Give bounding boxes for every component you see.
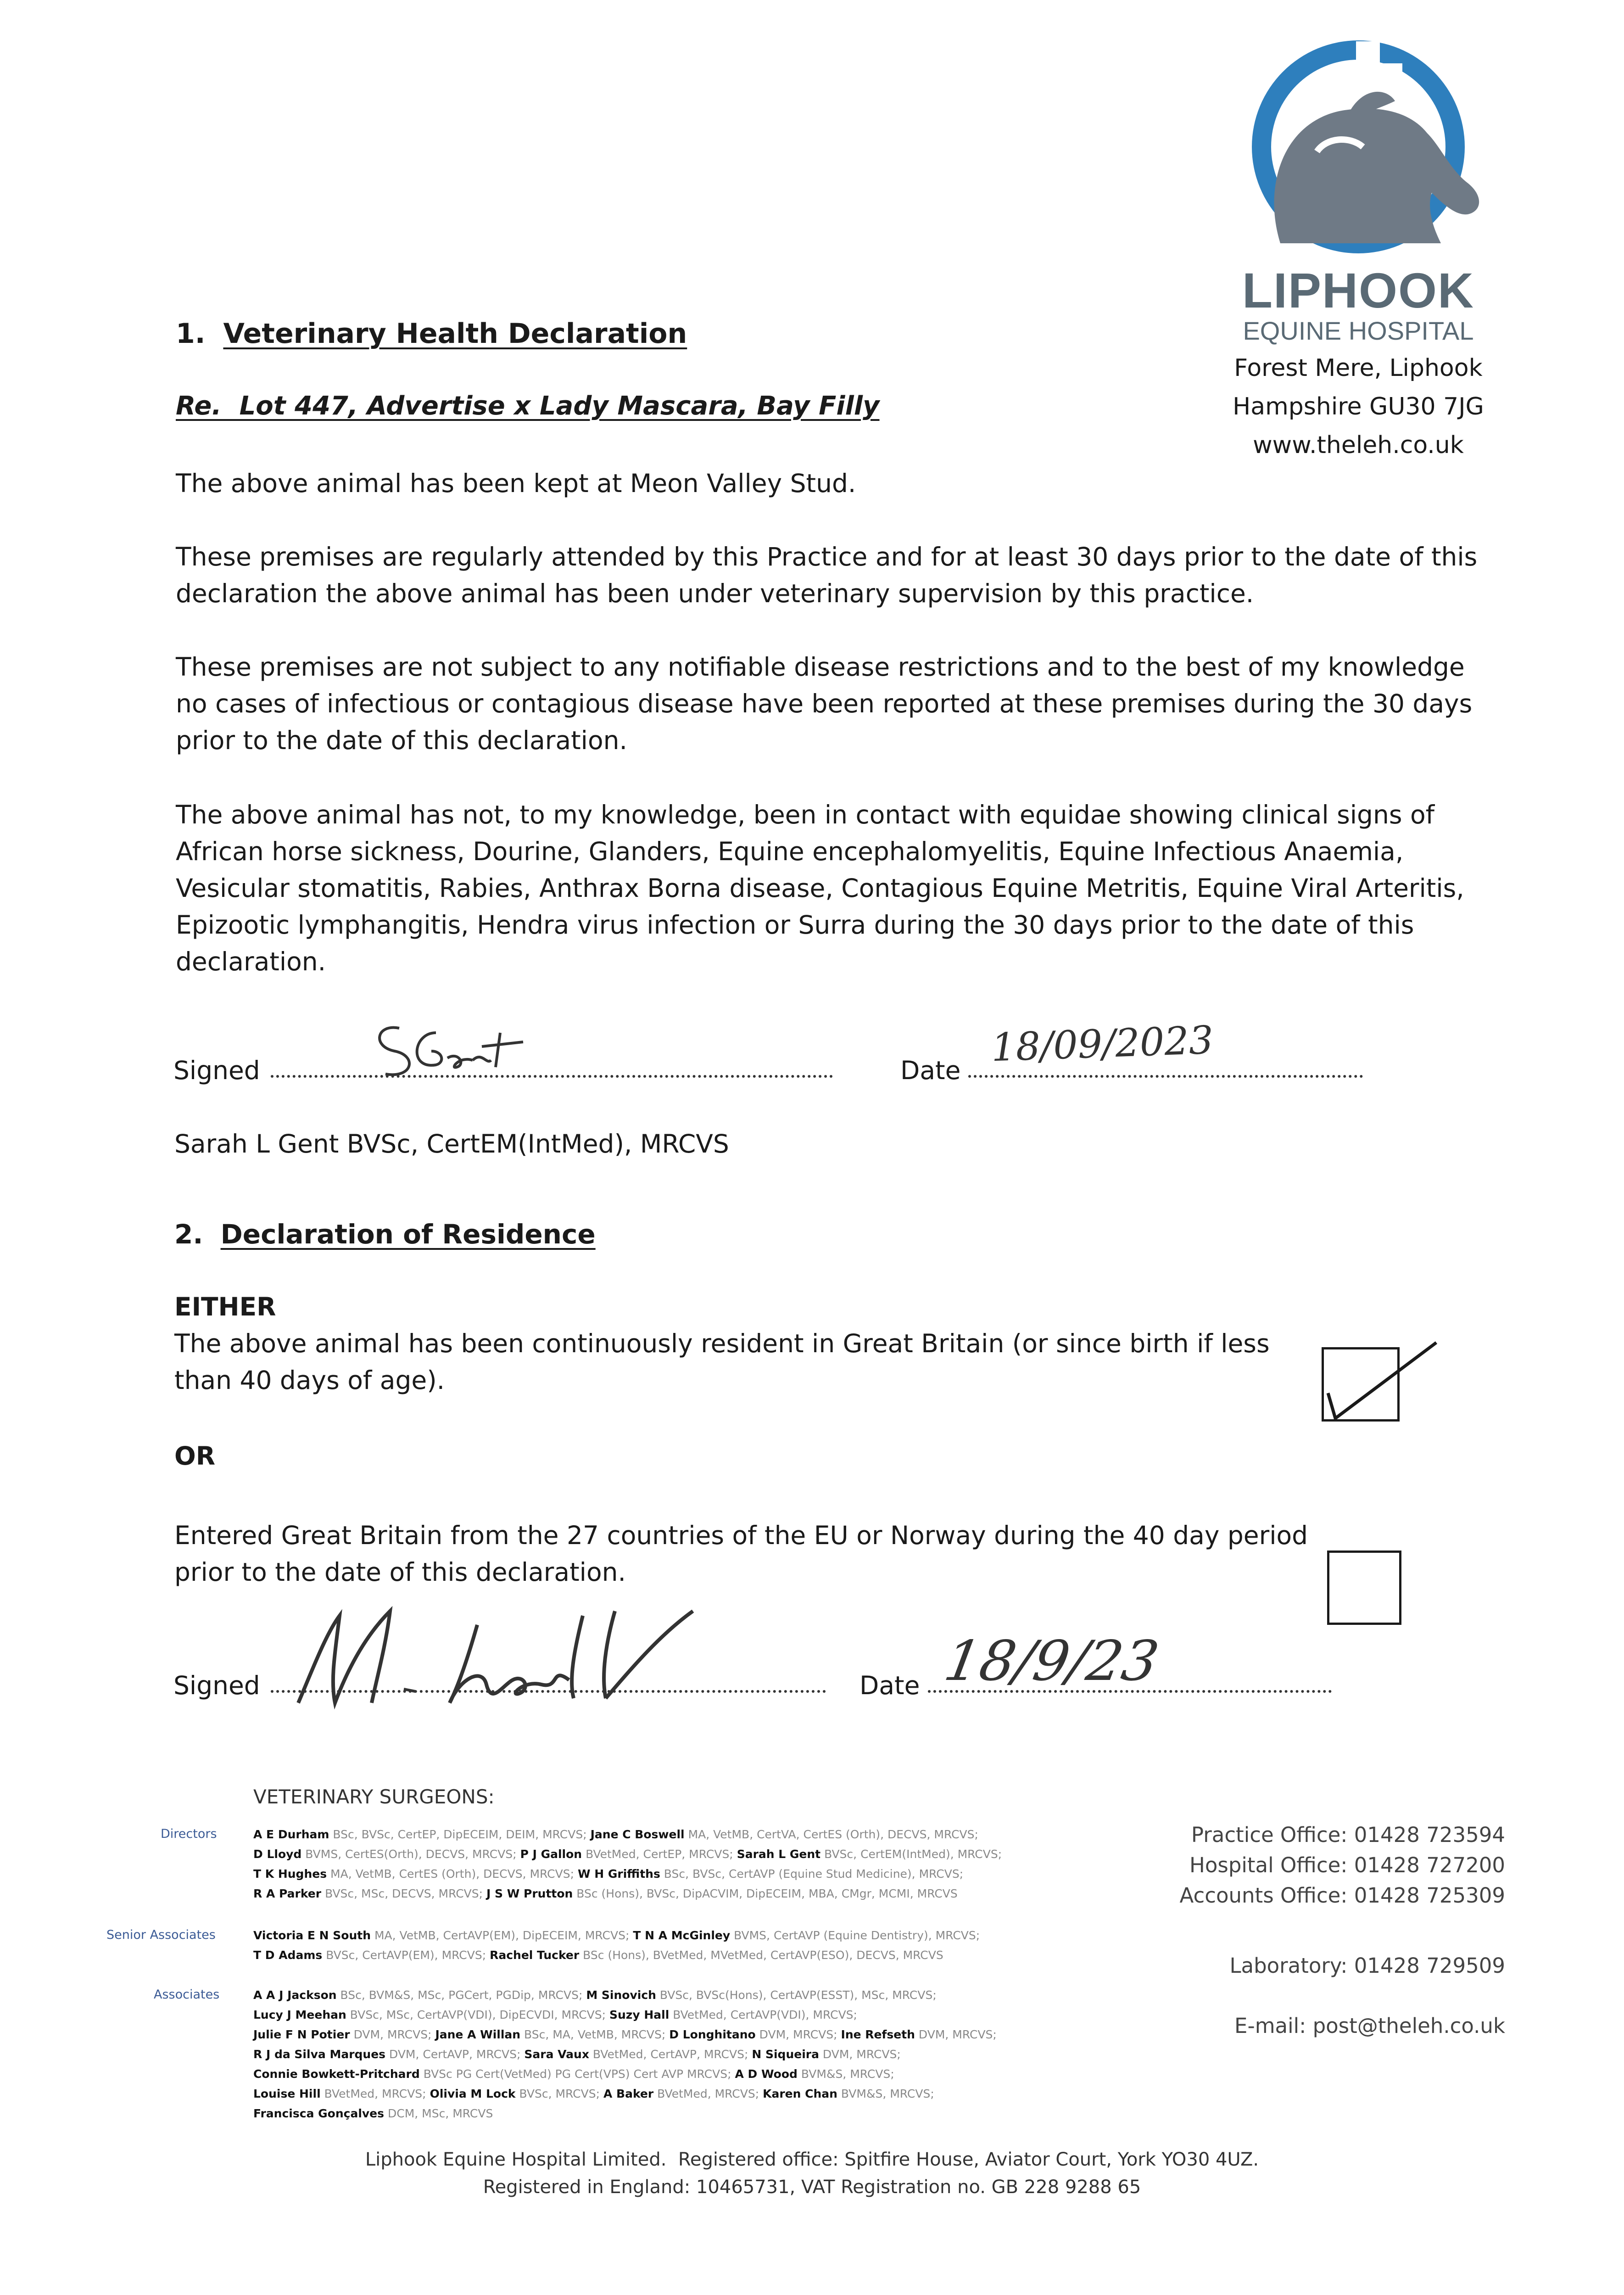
hospital-logo <box>1211 32 1505 344</box>
associates-row-2: Lucy J Meehan BVSc, MSc, CertAVP(VDI), DipECVDI, MRCVS; Suzy Hall BVetMed, CertAVP(VDI), MRCVS; <box>253 2008 857 2021</box>
senior-row-1: Victoria E N South MA, VetMB, CertAVP(EM), DipECEIM, MRCVS; T N A McGinley BVMS, CertAVP (Equine Dentistry), MRCVS; <box>253 1929 980 1942</box>
senior-row-2: T D Adams BVSc, CertAVP(EM), MRCVS; Rachel Tucker BSc (Hons), BVetMed, MVetMed, CertAVP(ESO), DECVS, MRCVS <box>253 1948 943 1962</box>
section2-date-label: Date <box>859 1671 920 1700</box>
company-registration <box>0 2146 1624 2201</box>
section1-handwritten-signature <box>367 1014 541 1088</box>
either-label: EITHER <box>174 1292 276 1321</box>
directors-list <box>253 1825 1002 1903</box>
associates-row-4: R J da Silva Marques DVM, CertAVP, MRCVS; Sara Vaux BVetMed, CertAVP, MRCVS; N Siqueira DVM, MRCVS; <box>253 2048 901 2061</box>
associates-row-6: Louise Hill BVetMed, MRCVS; Olivia M Lock BVSc, MRCVS; A Baker BVetMed, MRCVS; Karen Chan BVM&S, MRCVS; <box>253 2087 934 2100</box>
associates-row-3: Julie F N Potier DVM, MRCVS; Jane A Willan BSc, MA, VetMB, MRCVS; D Longhitano DVM, MRCVS; Ine Refseth DVM, MRCVS; <box>253 2028 997 2041</box>
section1-number: 1. <box>176 318 206 350</box>
associates-row-1: A A J Jackson BSc, BVM&S, MSc, PGCert, PGDip, MRCVS; M Sinovich BVSc, BVSc(Hons), CertAVP(ESST), MSc, MRCVS; <box>253 1988 937 2002</box>
section1-heading <box>176 318 687 350</box>
premises-paragraph: These premises are not subject to any notifiable disease restrictions and to the best of my knowledge no cases of infectious or contagious disease have been reported at these premises during the 30 days prior to the date of this declaration. <box>176 652 1473 755</box>
eu-entry-option-text: Entered Great Britain from the 27 countries of the EU or Norway during the 40 day period prior to the date of this declaration. <box>174 1521 1308 1587</box>
section2-handwritten-date: 18/9/23 <box>939 1629 1163 1693</box>
surgeons-heading: VETERINARY SURGEONS: <box>253 1786 495 1808</box>
logo-name: LIPHOOK <box>1242 263 1474 318</box>
section1-signed-label: Signed <box>173 1056 260 1085</box>
vet-signatory: Sarah L Gent BVSc, CertEM(IntMed), MRCVS <box>174 1129 729 1159</box>
section2-signed-label: Signed <box>173 1671 260 1700</box>
kept-at-paragraph: The above animal has been kept at Meon Valley Stud. <box>176 469 856 498</box>
directors-label: Directors <box>161 1827 217 1841</box>
address-line-3: www.theleh.co.uk <box>1253 431 1464 459</box>
associates-row-5: Connie Bowkett-Pritchard BVSc PG Cert(VetMed) PG Cert(VPS) Cert AVP MRCVS; A D Wood BVM&S, MRCVS; <box>253 2067 894 2081</box>
associates-list <box>253 1985 997 2123</box>
lot-reference: Re. Lot 447, Advertise x Lady Mascara, Bay Filly <box>176 391 880 421</box>
contact-block <box>1092 1820 1505 2041</box>
or-label: OR <box>174 1441 216 1471</box>
logo-subtitle: EQUINE HOSPITAL <box>1243 316 1474 345</box>
address-line-1: Forest Mere, Liphook <box>1234 354 1483 382</box>
senior-associates-label: Senior Associates <box>106 1928 216 1942</box>
section1-signature-line <box>271 1075 833 1078</box>
section1-date-line <box>968 1075 1363 1078</box>
directors-row-2: D Lloyd BVMS, CertES(Orth), DECVS, MRCVS; P J Gallon BVetMed, CertEP, MRCVS; Sarah L Gent BVSc, CertEM(IntMed), MRCVS; <box>253 1847 1002 1861</box>
supervision-paragraph: These premises are regularly attended by this Practice and for at least 30 days prior to the date of this declaration the above animal has been under veterinary supervision by this practice. <box>176 542 1478 608</box>
section2-heading <box>174 1219 596 1250</box>
section1-handwritten-date: 18/09/2023 <box>990 1017 1214 1070</box>
section2-title: Declaration of Residence <box>220 1219 596 1250</box>
hospital-office-phone: Hospital Office: 01428 727200 <box>1189 1853 1505 1877</box>
disease-contact-paragraph: The above animal has not, to my knowledge, been in contact with equidae showing clinical signs of African horse sickness, Dourine, Glanders, Equine encephalomyelitis, Equine Infectious Anaemia, Vesicular stomatitis, Rabies, Anthrax Borna disease, Contagious Equine Metritis, Equine Viral Arteritis, Epizootic lymphangitis, Hendra virus infection or Surra during the 30 days prior to the date of this declaration. <box>176 800 1464 976</box>
section1-title: Veterinary Health Declaration <box>223 318 687 350</box>
directors-row-4: R A Parker BVSc, MSc, DECVS, MRCVS; J S W Prutton BSc (Hons), BVSc, DipACVIM, DipECEIM, MBA, CMgr, MCMI, MRCVS <box>253 1887 958 1900</box>
eu-entry-checkbox[interactable] <box>1327 1551 1401 1625</box>
directors-row-1: A E Durham BSc, BVSc, CertEP, DipECEIM, DEIM, MRCVS; Jane C Boswell MA, VetMB, CertVA, CertES (Orth), DECVS, MRCVS; <box>253 1828 978 1841</box>
section2-number: 2. <box>174 1219 203 1250</box>
resident-option-text: The above animal has been continuously resident in Great Britain (or since birth if less than 40 days of age). <box>174 1329 1270 1395</box>
section2-handwritten-signature <box>285 1597 743 1717</box>
practice-address <box>1175 349 1542 465</box>
directors-row-3: T K Hughes MA, VetMB, CertES (Orth), DECVS, MRCVS; W H Griffiths BSc, BVSc, CertAVP (Equine Stud Medicine), MRCVS; <box>253 1867 964 1881</box>
horse-head-logo-icon <box>1211 32 1505 262</box>
practice-office-phone: Practice Office: 01428 723594 <box>1191 1823 1505 1847</box>
check-mark-icon <box>1322 1333 1441 1425</box>
associates-row-7: Francisca Gonçalves DCM, MSc, MRCVS <box>253 2107 493 2120</box>
senior-associates-list <box>253 1926 980 1965</box>
associates-label: Associates <box>154 1987 220 2002</box>
registered-office-line: Liphook Equine Hospital Limited. Registered office: Spitfire House, Aviator Court, York YO30 4UZ. <box>365 2149 1259 2170</box>
accounts-office-phone: Accounts Office: 01428 725309 <box>1179 1883 1505 1908</box>
laboratory-phone: Laboratory: 01428 729509 <box>1229 1954 1505 1978</box>
section1-date-label: Date <box>900 1056 961 1085</box>
registration-numbers-line: Registered in England: 10465731, VAT Registration no. GB 228 9288 65 <box>483 2177 1141 2198</box>
contact-email: E-mail: post@theleh.co.uk <box>1234 2014 1505 2038</box>
address-line-2: Hampshire GU30 7JG <box>1233 393 1484 420</box>
